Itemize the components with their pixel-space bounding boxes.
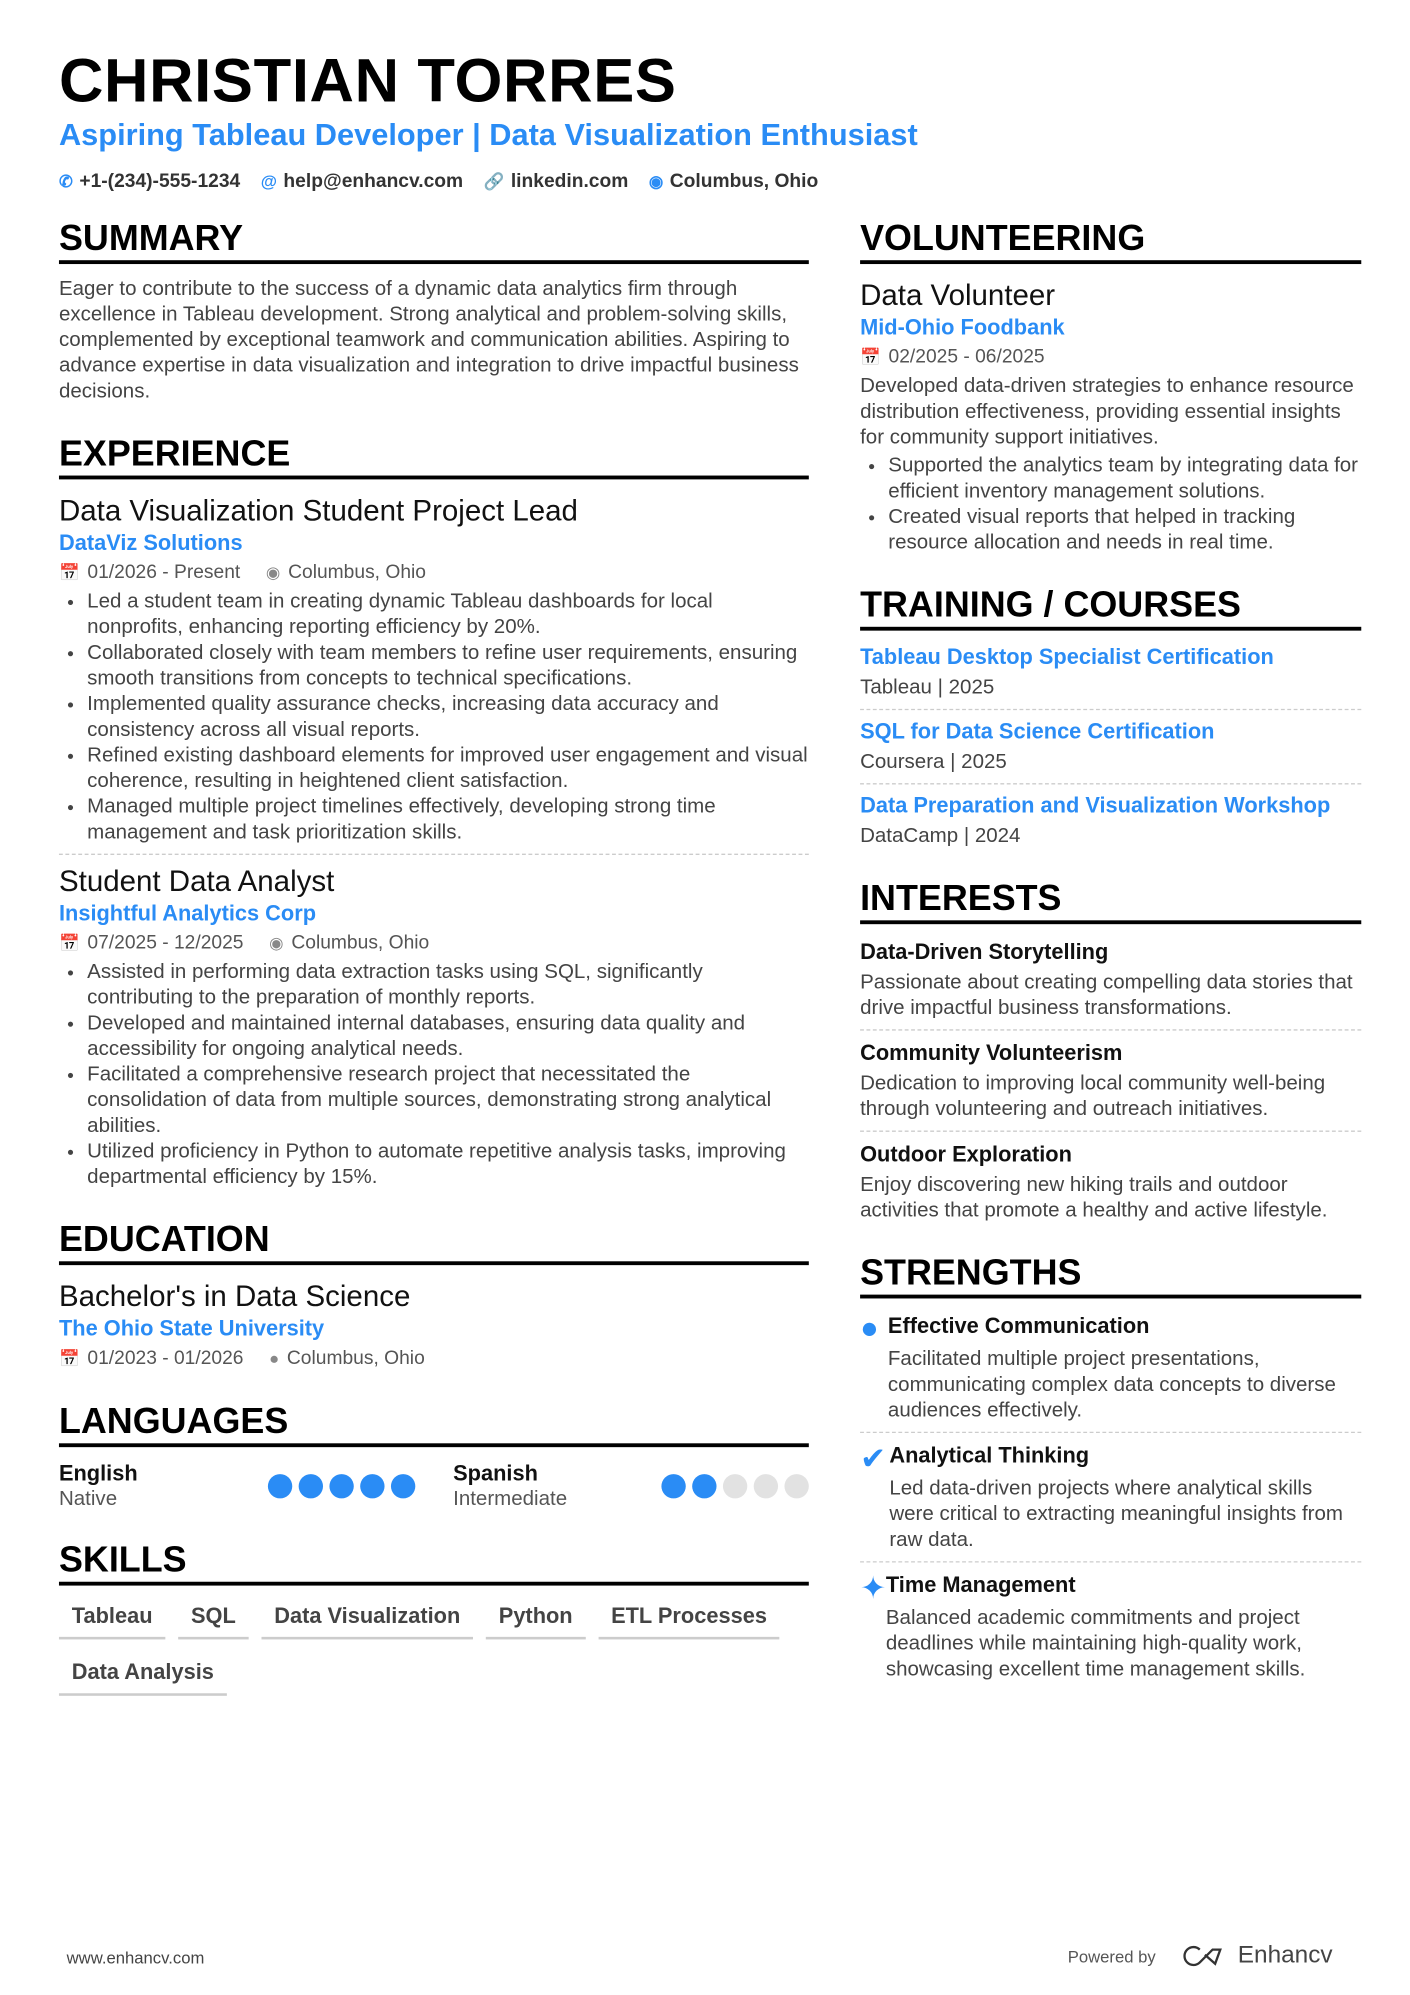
rating-dot-filled: [329, 1473, 353, 1497]
strength-name: Analytical Thinking: [889, 1443, 1090, 1468]
head-icon: ●: [860, 1311, 879, 1346]
skill-tag: Data Visualization: [261, 1598, 473, 1639]
volunteer-dates: 02/2025 - 06/2025: [888, 346, 1045, 368]
strength-item: [860, 1570, 1361, 1683]
language-rating: [267, 1473, 414, 1497]
company-name: DataViz Solutions: [58, 530, 243, 556]
language-text: [59, 1460, 138, 1511]
powered-by-label: Powered by: [1067, 1946, 1156, 1966]
bullet: • Assisted in performing data extraction tasks using SQL, significantly contributing to the preparation of monthly reports.: [87, 960, 809, 1011]
volunteer-org: Mid-Ohio Foodbank: [860, 315, 1065, 340]
rating-dot-filled: [390, 1473, 414, 1497]
interest-text: Passionate about creating compelling data stories that drive impactful business transformations.: [860, 971, 1353, 1020]
divider: [860, 1131, 1361, 1132]
section-title: EDUCATION: [59, 1219, 809, 1265]
phone-icon: ✆: [58, 171, 73, 191]
skill-tag: Python: [486, 1598, 585, 1639]
location-icon: ◉: [269, 933, 284, 953]
job-location: Columbus, Ohio: [291, 931, 430, 954]
experience-item: [59, 492, 809, 846]
section-title: LANGUAGES: [59, 1401, 809, 1447]
strength-item: [860, 1311, 1361, 1424]
strength-name: Time Management: [885, 1572, 1076, 1598]
language-item: [453, 1460, 809, 1511]
strengths-section: [860, 1252, 1361, 1683]
interest-text: Dedication to improving local community well-being through volunteering and outreach initiatives.: [860, 1072, 1326, 1121]
skill-tag: ETL Processes: [598, 1598, 779, 1639]
language-item: [59, 1460, 415, 1511]
contact-item[interactable]: [484, 170, 629, 192]
bullet: • Implemented quality assurance checks, increasing data accuracy and consistency across all visual reports.: [87, 692, 809, 743]
headline: Aspiring Tableau Developer | Data Visualization Enthusiast: [58, 117, 918, 153]
rating-dot-filled: [360, 1473, 384, 1497]
job-location-wrap: [269, 929, 429, 957]
section-title: VOLUNTEERING: [860, 218, 1361, 264]
bullet-list: [59, 960, 809, 1191]
divider: [860, 783, 1361, 784]
job-dates: 07/2025 - 12/2025: [87, 931, 244, 954]
languages-section: [59, 1401, 809, 1511]
summary-section: [59, 218, 809, 405]
bullet: • Facilitated a comprehensive research project that necessitated the consolidation of data from multiple sources, demonstrating strong analytical abilities.: [87, 1063, 809, 1140]
bullet-list: [59, 590, 809, 846]
volunteer-role: Data Volunteer: [860, 278, 1056, 312]
candidate-name: CHRISTIAN TORRES: [58, 47, 677, 116]
contact-item[interactable]: [649, 170, 818, 192]
section-title: TRAINING / COURSES: [860, 585, 1361, 631]
contact-text[interactable]: linkedin.com: [510, 170, 629, 193]
bullet: • Utilized proficiency in Python to automate repetitive analysis tasks, improving departmental efficiency by 15%.: [87, 1140, 809, 1191]
training-section: [860, 585, 1361, 850]
divider: [860, 1561, 1361, 1562]
rating-dot-empty: [754, 1473, 778, 1497]
rating-dot-filled: [692, 1473, 716, 1497]
language-level: Intermediate: [453, 1488, 568, 1510]
company-name: Insightful Analytics Corp: [58, 901, 317, 926]
section-title: SKILLS: [59, 1539, 809, 1585]
bullet: • Led a student team in creating dynamic Tableau dashboards for local nonprofits, enhancing reporting efficiency by 20%.: [87, 590, 809, 641]
course-name: Data Preparation and Visualization Workshop: [860, 793, 1331, 818]
divider: [860, 1432, 1361, 1433]
language-name: Spanish: [453, 1461, 538, 1486]
school: The Ohio State University: [58, 1316, 325, 1341]
right-column: [860, 218, 1361, 1683]
experience-item: [59, 863, 809, 1191]
bullet: • Supported the analytics team by integrating data for efficient inventory management solutions.: [888, 454, 1361, 505]
job-dates: 01/2026 - Present: [87, 561, 241, 584]
job-dates-wrap: [59, 929, 244, 957]
volunteering-section: [860, 218, 1361, 556]
interest-name: Data-Driven Storytelling: [860, 939, 1109, 964]
rating-dot-filled: [267, 1473, 291, 1497]
language-name: English: [58, 1461, 138, 1486]
footer-website[interactable]: www.enhancv.com: [66, 1948, 205, 1968]
magic-wand-icon: ✦: [860, 1571, 886, 1607]
rating-dot-empty: [784, 1473, 808, 1497]
course-name: SQL for Data Science Certification: [860, 719, 1215, 744]
divider: [860, 1029, 1361, 1030]
bullet: • Managed multiple project timelines effectively, developing strong time management and task prioritization skills.: [87, 795, 809, 846]
contact-text[interactable]: +1-(234)-555-1234: [79, 170, 241, 193]
section-title: SUMMARY: [59, 218, 809, 264]
course-provider: Coursera | 2025: [860, 751, 1007, 773]
contact-text[interactable]: help@enhancv.com: [283, 170, 464, 193]
bullet: • Created visual reports that helped in tracking resource allocation and needs in real time.: [888, 505, 1361, 556]
bullet: • Developed and maintained internal databases, ensuring data quality and accessibility for ongoing analytical needs.: [87, 1011, 809, 1062]
strength-body: [889, 1441, 1361, 1554]
calendar-icon: 📅: [860, 347, 881, 367]
section-title: INTERESTS: [860, 878, 1361, 924]
job-meta: [59, 559, 809, 587]
enhancv-logo[interactable]: [1181, 1942, 1332, 1970]
skill-tag: Data Analysis: [59, 1655, 227, 1696]
bullet: • Collaborated closely with team members to refine user requirements, ensuring smooth transitions from concepts to technical specifications.: [87, 641, 809, 692]
course-provider: Tableau | 2025: [860, 676, 995, 699]
language-text: [453, 1460, 567, 1511]
contact-item[interactable]: [59, 170, 240, 192]
course-provider: DataCamp | 2024: [860, 825, 1021, 848]
education-dates: 01/2023 - 01/2026: [87, 1347, 244, 1369]
job-title: Student Data Analyst: [58, 863, 335, 898]
location-icon: ◉: [265, 562, 281, 582]
contact-text[interactable]: Columbus, Ohio: [669, 170, 819, 193]
section-title: STRENGTHS: [860, 1252, 1361, 1298]
volunteer-text: Developed data-driven strategies to enhance resource distribution effectiveness, providing essential insights for community support initiatives.: [860, 375, 1354, 449]
strength-text: Facilitated multiple project presentations, communicating complex data concepts to diverse audiences effectively.: [887, 1348, 1336, 1422]
rating-dot-filled: [298, 1473, 322, 1497]
job-title: Data Visualization Student Project Lead: [58, 493, 578, 527]
strength-item: [860, 1441, 1361, 1554]
check-icon: ✔: [860, 1442, 886, 1477]
interest-text: Enjoy discovering new hiking trails and outdoor activities that promote a healthy and active lifestyle.: [860, 1174, 1328, 1222]
calendar-icon: 📅: [58, 562, 80, 582]
strength-text: Led data-driven projects where analytical skills were critical to extracting meaningful insights from raw data.: [889, 1477, 1343, 1551]
language-rating: [661, 1473, 808, 1497]
interest-name: Outdoor Exploration: [860, 1142, 1072, 1167]
strength-name: Effective Communication: [887, 1313, 1150, 1339]
degree: Bachelor's in Data Science: [58, 1279, 411, 1313]
bullet: • Refined existing dashboard elements for improved user engagement and visual coherence, resulting in heightened client satisfaction.: [87, 743, 809, 794]
skill-tag: SQL: [178, 1598, 248, 1639]
at-icon: @: [260, 171, 278, 191]
brand-name: Enhancv: [1237, 1941, 1333, 1969]
skills-section: [59, 1539, 809, 1695]
rating-dot-empty: [723, 1473, 747, 1497]
summary-text: Eager to contribute to the success of a dynamic data analytics firm through excellence in Tableau development. Strong analytical and problem-solving skills, complemented by exceptional teamwork and communication abilities. Aspiring to advance expertise in data visualization and integration to drive impactful business decisions.: [58, 278, 799, 403]
calendar-icon: 📅: [58, 1348, 80, 1368]
interest-name: Community Volunteerism: [860, 1040, 1123, 1066]
education-section: [59, 1219, 809, 1373]
divider: [860, 709, 1361, 710]
divider: [59, 854, 809, 855]
strength-body: [888, 1311, 1361, 1424]
location-icon: ●: [269, 1348, 280, 1368]
education-meta: [59, 1345, 809, 1373]
course-name: Tableau Desktop Specialist Certification: [860, 644, 1274, 670]
job-dates-wrap: [59, 559, 240, 587]
interests-section: [860, 878, 1361, 1224]
enhancv-logo-icon: [1181, 1944, 1227, 1967]
experience-section: [59, 433, 809, 1191]
left-column: [59, 218, 809, 1696]
location-icon: ◉: [648, 171, 664, 191]
footer-branding: [1068, 1942, 1333, 1970]
rating-dot-filled: [661, 1473, 685, 1497]
section-title: EXPERIENCE: [59, 433, 809, 479]
skill-tag: Tableau: [59, 1598, 165, 1639]
education-location: Columbus, Ohio: [286, 1347, 425, 1369]
language-level: Native: [58, 1488, 118, 1510]
contact-bar: [59, 170, 818, 192]
strength-body: [886, 1570, 1361, 1683]
job-meta: [59, 929, 809, 957]
volunteer-meta: [860, 344, 1361, 372]
strength-text: Balanced academic commitments and project deadlines while maintaining high-quality work, showcasing excellent time management skills.: [885, 1607, 1306, 1681]
contact-item[interactable]: [261, 170, 463, 192]
job-location-wrap: [266, 559, 426, 587]
job-location: Columbus, Ohio: [288, 561, 426, 584]
calendar-icon: 📅: [58, 933, 80, 953]
link-icon: 🔗: [483, 171, 505, 191]
